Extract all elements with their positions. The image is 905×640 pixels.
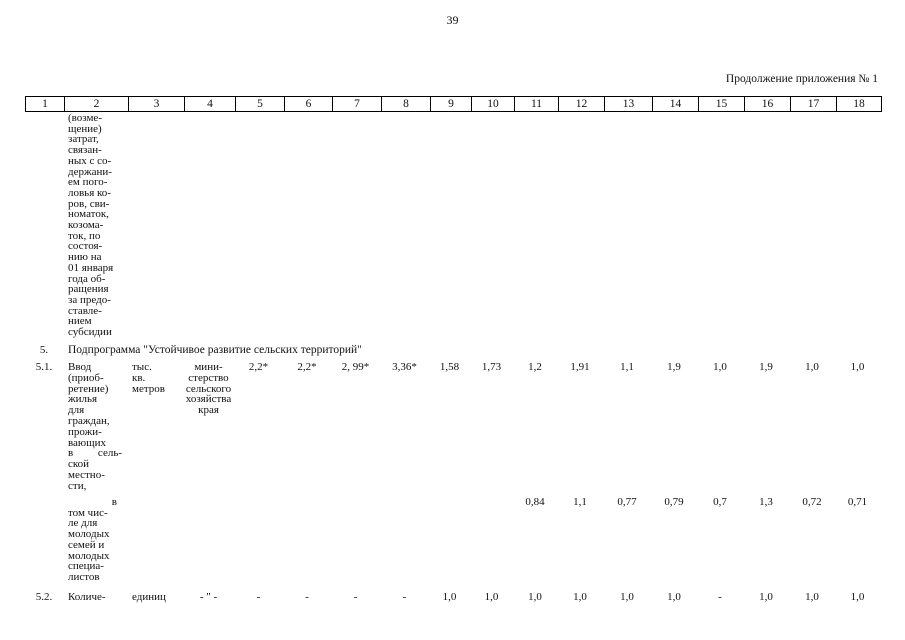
text-line: для: [68, 404, 85, 417]
text-line: ток, по: [68, 229, 101, 242]
value-cell: 0,7: [713, 496, 727, 508]
text-line: том чис-: [68, 506, 108, 519]
value-cell: 1,58: [439, 361, 460, 373]
indicator-name-cell: [63, 362, 123, 492]
value-cell: 1,0: [805, 361, 819, 373]
value-cell: 0,84: [525, 496, 545, 508]
value-cell: 1,91: [570, 361, 590, 373]
value-cell: 1,0: [667, 591, 681, 603]
row-number: 5.2.: [35, 591, 53, 603]
unit-cell: [127, 362, 183, 394]
value-cell: 0,79: [664, 496, 684, 508]
section-title: Подпрограмма "Устойчивое развитие сельских территорий": [68, 344, 362, 356]
text-line: (приоб-: [68, 371, 104, 384]
text-line: затрат,: [68, 133, 99, 146]
table-row-5-1-sub: [25, 497, 880, 583]
indicator-name-cell: [63, 113, 123, 338]
text-line: ской: [68, 458, 90, 471]
text-line: местно-: [68, 468, 105, 481]
value-cell: 1,0: [442, 591, 457, 603]
value-cell: 0,72: [802, 496, 822, 508]
text-line: (возме-: [68, 112, 102, 124]
value-cell: 1,1: [620, 361, 634, 373]
continuation-title: Продолжение приложения № 1: [725, 73, 878, 85]
value-cell: 1,0: [805, 591, 819, 603]
header-cell-7: 7: [332, 97, 381, 111]
text-line: молодых: [68, 528, 110, 541]
text-line: вающих: [68, 436, 107, 449]
text-line: состоя-: [68, 240, 103, 253]
value-cell: 1,0: [759, 591, 773, 603]
value-cell: 1,0: [713, 361, 727, 373]
value-cell: 1,73: [481, 361, 502, 373]
text-line: тыс.: [132, 361, 152, 373]
text-line: специа-: [68, 560, 104, 573]
row-number: 5.: [39, 344, 49, 356]
value-cell: 1,1: [573, 496, 587, 508]
text-line: края: [198, 404, 219, 417]
text-line: ретение): [68, 382, 109, 395]
text-line: связан-: [68, 144, 102, 157]
table-row-5-2: [25, 591, 880, 603]
text-line: кв.: [132, 371, 146, 384]
text-line: жилья: [68, 393, 98, 406]
row-number: 5.1.: [35, 361, 53, 373]
header-cell-9: 9: [430, 97, 471, 111]
text-line: Ввод: [68, 361, 92, 373]
text-line: сти,: [68, 479, 87, 492]
text-line: сельского: [185, 382, 232, 395]
responsible-cell: [183, 362, 234, 416]
text-line: держани-: [68, 165, 112, 178]
value-cell: 1,0: [573, 591, 587, 603]
text-line: субсидии: [68, 326, 112, 339]
page-number: 39: [446, 13, 459, 27]
text-line: ных с со-: [68, 154, 112, 167]
text-line: ращения: [68, 283, 109, 296]
header-cell-4: 4: [184, 97, 235, 111]
responsible-cell: - " -: [199, 591, 218, 603]
text-line: хозяйства: [185, 393, 232, 406]
value-cell: 1,2: [528, 361, 542, 373]
header-cell-8: 8: [381, 97, 430, 111]
header-cell-15: 15: [698, 97, 744, 111]
text-line: щение): [68, 122, 102, 135]
value-cell: -: [353, 591, 358, 603]
table-row-continued: [25, 113, 880, 338]
value-cell: 0,77: [617, 496, 637, 508]
text-line: номаток,: [68, 208, 109, 221]
header-cell-12: 12: [558, 97, 604, 111]
value-cell: 2,2*: [248, 361, 269, 373]
indicator-name-cell: [63, 591, 123, 603]
header-cell-16: 16: [744, 97, 790, 111]
text-line: семей и: [68, 538, 105, 551]
header-cell-6: 6: [284, 97, 332, 111]
text-line: в сель-: [68, 447, 122, 460]
value-cell: 2, 99*: [341, 361, 370, 373]
text-line: ем пого-: [68, 176, 108, 189]
text-line: 01 января: [68, 261, 114, 274]
value-cell: 1,0: [850, 361, 865, 373]
header-cell-18: 18: [836, 97, 881, 111]
table-row-section-5: [25, 344, 880, 356]
value-cell: -: [402, 591, 407, 603]
value-cell: 3,36*: [392, 361, 417, 373]
text-line: мини-: [194, 361, 223, 373]
value-cell: -: [718, 591, 722, 603]
text-line: молодых: [68, 549, 110, 562]
value-cell: 1,9: [759, 361, 773, 373]
header-cell-14: 14: [652, 97, 698, 111]
text-line: козома-: [68, 219, 104, 232]
unit-cell: единиц: [132, 591, 166, 603]
header-cell-17: 17: [790, 97, 836, 111]
value-cell: -: [305, 591, 309, 603]
text-line: ловья ко-: [68, 186, 111, 199]
value-cell: 1,0: [484, 591, 499, 603]
text-line: стерство: [188, 371, 229, 384]
header-cell-3: 3: [128, 97, 184, 111]
value-cell: 2,2*: [297, 361, 317, 373]
text-line: прожи-: [68, 425, 102, 438]
text-line: Количе-: [68, 591, 106, 603]
text-line: года об-: [68, 272, 106, 285]
value-cell: 1,0: [850, 591, 865, 603]
text-line: листов: [68, 570, 100, 583]
header-cell-1: 1: [42, 98, 48, 110]
header-cell-2: 2: [64, 97, 128, 111]
header-cell-5: 5: [235, 97, 284, 111]
value-cell: 1,0: [620, 591, 634, 603]
value-cell: 1,3: [759, 496, 773, 508]
header-cell-13: 13: [604, 97, 652, 111]
indicator-name-cell: [63, 497, 127, 583]
value-cell: -: [256, 591, 261, 603]
text-line: нию на: [68, 251, 102, 264]
text-line: в: [111, 496, 117, 508]
value-cell: 1,0: [528, 591, 542, 603]
text-line: ставле-: [68, 304, 102, 317]
text-line: ле для: [68, 517, 98, 530]
table-header-row: [25, 96, 882, 112]
text-line: ров, сви-: [68, 197, 110, 210]
header-cell-10: 10: [471, 97, 514, 111]
header-cell-11: 11: [514, 97, 558, 111]
text-line: метров: [132, 382, 165, 395]
value-cell: 0,71: [847, 496, 868, 508]
table-row-5-1: [25, 362, 880, 492]
text-line: граждан,: [68, 414, 110, 427]
text-line: за предо-: [68, 293, 111, 306]
text-line: нием: [68, 315, 92, 328]
value-cell: 1,9: [667, 361, 681, 373]
